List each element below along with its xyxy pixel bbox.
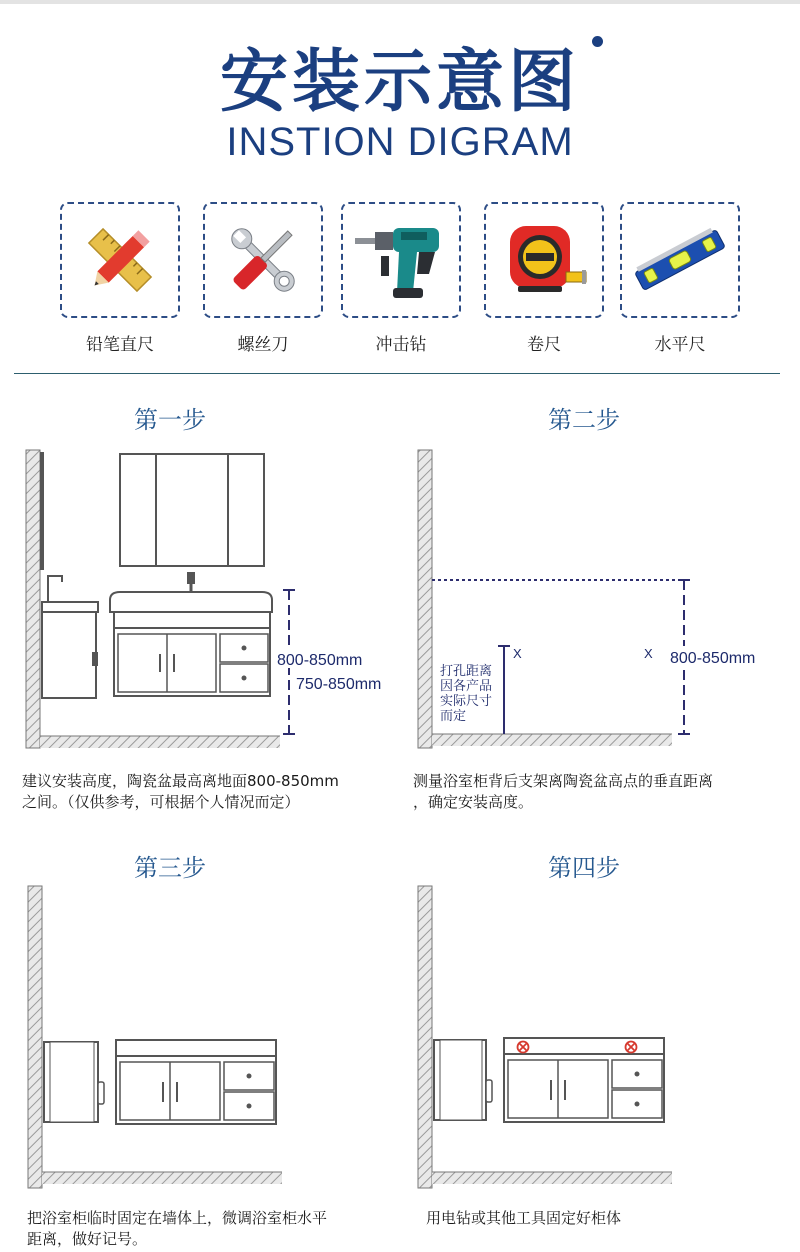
step-1-diagram xyxy=(0,440,400,760)
step-2-x-right: X xyxy=(644,646,653,661)
step-4-diagram xyxy=(400,880,800,1200)
section-divider xyxy=(14,373,780,374)
tool-card-pencil-ruler xyxy=(60,202,180,318)
step-2-title: 第二步 xyxy=(548,406,620,434)
step-2-note-line-3: 实际尺寸 xyxy=(440,693,493,708)
step-2-note-line-4: 而定 xyxy=(440,708,467,723)
step-3-title: 第三步 xyxy=(134,854,206,882)
step-2-desc-line-2: ，确定安装高度。 xyxy=(413,793,534,811)
tool-card-tape-measure xyxy=(484,202,604,318)
step-2-diagram xyxy=(400,440,800,760)
step-3-description xyxy=(27,1208,327,1250)
tool-card-drill xyxy=(341,202,461,318)
tool-label-drill: 冲击钻 xyxy=(375,335,427,355)
tape-measure-icon xyxy=(496,212,592,308)
top-rule xyxy=(0,0,800,4)
title-dot xyxy=(592,36,603,47)
step-1-dim-lower: 750-850mm xyxy=(296,676,382,693)
step-3-desc-line-2: 距离，做好记号。 xyxy=(27,1230,148,1248)
step-2-note-line-1: 打孔距离 xyxy=(440,663,493,678)
step-2-description xyxy=(413,771,713,813)
page-title: 安装示意图 xyxy=(219,43,580,122)
step-3-diagram xyxy=(0,880,400,1200)
tool-card-screwdriver xyxy=(203,202,323,318)
tool-label-pencil-ruler: 铅笔直尺 xyxy=(86,335,154,355)
step-4-desc-line-1: 用电钻或其他工具固定好柜体 xyxy=(426,1209,622,1227)
step-2-note-line-2: 因各产品 xyxy=(440,678,493,693)
step-2-dim: 800-850mm xyxy=(670,650,756,667)
tool-label-tape-measure: 卷尺 xyxy=(527,335,561,355)
step-4-description xyxy=(426,1208,621,1229)
pencil-ruler-icon xyxy=(72,212,168,308)
tool-label-screwdriver: 螺丝刀 xyxy=(237,335,289,355)
step-1-desc-line-1: 建议安装高度，陶瓷盆最高离地面800-850mm xyxy=(22,772,339,790)
step-4-title: 第四步 xyxy=(548,854,620,882)
impact-drill-icon xyxy=(351,212,451,308)
step-1-dim-upper: 800-850mm xyxy=(277,652,363,669)
step-3-desc-line-1: 把浴室柜临时固定在墙体上，微调浴室柜水平 xyxy=(27,1209,328,1227)
step-1-desc-line-2: 之间。（仅供参考，可根据个人情况而定） xyxy=(22,793,300,811)
tool-card-spirit-level xyxy=(620,202,740,318)
step-1-title: 第一步 xyxy=(134,406,206,434)
step-1-description xyxy=(22,771,339,813)
wrench-screwdriver-icon xyxy=(215,212,311,308)
step-2-x-left: X xyxy=(513,646,522,661)
page-subtitle: INSTION DIGRAM xyxy=(226,120,574,164)
step-2-desc-line-1: 测量浴室柜背后支架离陶瓷盆高点的垂直距离 xyxy=(413,772,714,790)
tool-label-spirit-level: 水平尺 xyxy=(654,335,706,355)
spirit-level-icon xyxy=(630,212,730,308)
